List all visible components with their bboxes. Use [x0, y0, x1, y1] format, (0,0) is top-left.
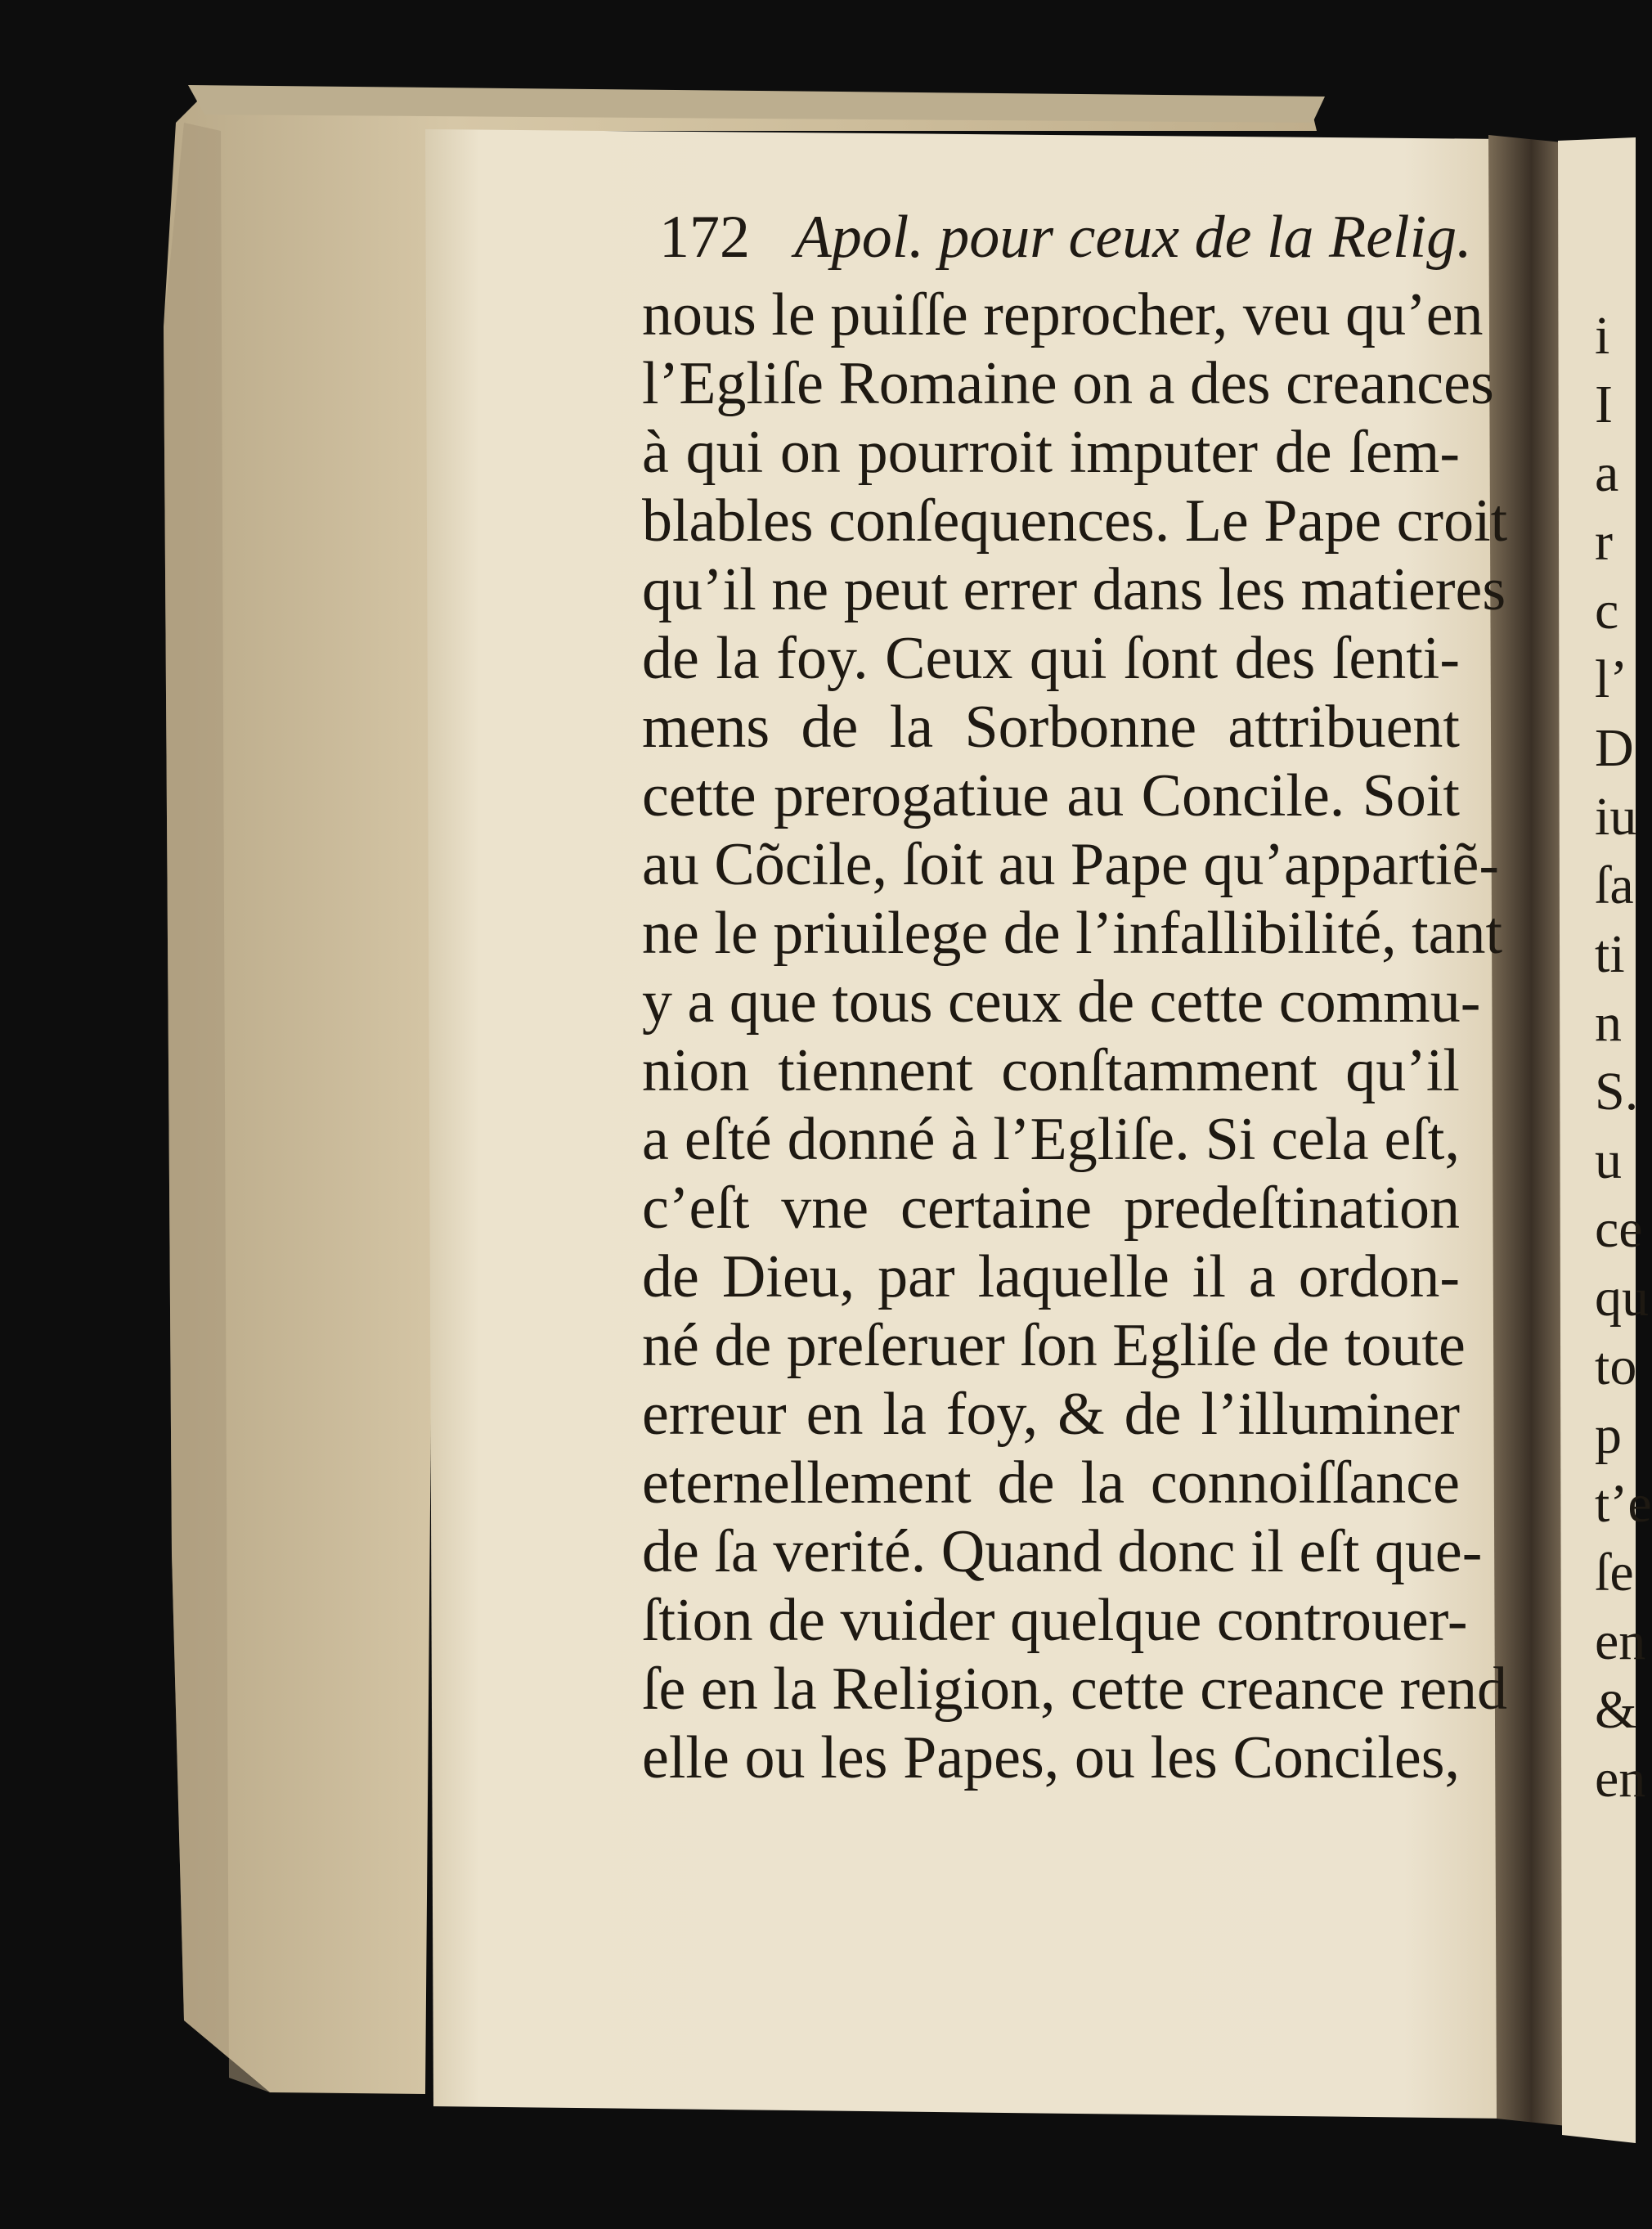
facing-line-fragment: & — [1595, 1680, 1637, 1740]
facing-line-fragment: S. — [1595, 1062, 1639, 1121]
text-line: a eſté donné à l’Egliſe. Si cela eſt, — [642, 1106, 1460, 1173]
text-line: ne le priuilege de l’infallibilité, tant — [642, 900, 1503, 967]
facing-line-fragment: ce — [1595, 1199, 1643, 1259]
text-line: elle ou les Papes, ou les Conciles, — [642, 1724, 1460, 1791]
text-line: nion tiennent conſtamment qu’il — [642, 1037, 1460, 1104]
text-line: nous le puiſſe reprocher, veu qu’en — [642, 281, 1484, 348]
text-line: au Cõcile, ſoit au Pape qu’appartiẽ- — [642, 831, 1499, 898]
facing-line-fragment: I — [1595, 375, 1613, 434]
facing-line-fragment: p — [1595, 1405, 1622, 1465]
text-line: ſtion de vuider quelque controuer- — [642, 1587, 1468, 1654]
facing-line-fragment: a — [1595, 443, 1619, 503]
text-line: c’eſt vne certaine predeſtination — [642, 1175, 1460, 1242]
text-line: blables conſequences. Le Pape croit — [642, 488, 1508, 555]
text-line: y a que tous ceux de cette commu- — [642, 968, 1481, 1036]
text-line: mens de la Sorbonne attribuent — [642, 694, 1460, 761]
text-line: eternellement de la connoiſſance — [642, 1449, 1460, 1517]
text-line: de la foy. Ceux qui ſont des ſenti- — [642, 625, 1460, 692]
facing-line-fragment: c — [1595, 581, 1619, 640]
facing-line-fragment: i — [1595, 306, 1610, 366]
facing-line-fragment: ti — [1595, 924, 1625, 984]
text-line: l’Egliſe Romaine on a des creances — [642, 350, 1494, 417]
facing-line-fragment: en — [1595, 1611, 1646, 1671]
facing-line-fragment: u — [1595, 1130, 1622, 1190]
facing-line-fragment: qu — [1595, 1268, 1649, 1328]
facing-line-fragment: en — [1595, 1749, 1646, 1809]
text-line: de ſa verité. Quand donc il eſt que- — [642, 1518, 1483, 1585]
text-line: ſe en la Religion, cette creance rend — [642, 1656, 1508, 1723]
text-line: qu’il ne peut errer dans les matieres — [642, 556, 1506, 623]
facing-line-fragment: l’ — [1595, 649, 1628, 709]
text-line: cette prerogatiue au Concile. Soit — [642, 762, 1460, 829]
text-line: de Dieu, par laquelle il a ordon- — [642, 1243, 1460, 1310]
page-number: 172 — [659, 204, 750, 271]
facing-line-fragment: t’e — [1595, 1474, 1652, 1534]
text-line: à qui on pourroit imputer de ſem- — [642, 419, 1460, 486]
running-title: Apol. pour ceux de la Relig. — [794, 204, 1472, 271]
text-line: erreur en la foy, & de l’illuminer — [642, 1381, 1460, 1448]
facing-line-fragment: iu — [1595, 787, 1637, 847]
text-line: né de preſeruer ſon Egliſe de toute — [642, 1312, 1466, 1379]
facing-line-fragment: ſa — [1595, 856, 1634, 915]
facing-line-fragment: ſe — [1595, 1543, 1634, 1602]
facing-line-fragment: r — [1595, 512, 1613, 572]
facing-line-fragment: n — [1595, 993, 1622, 1053]
facing-line-fragment: to — [1595, 1337, 1637, 1396]
facing-line-fragment: D — [1595, 718, 1634, 778]
